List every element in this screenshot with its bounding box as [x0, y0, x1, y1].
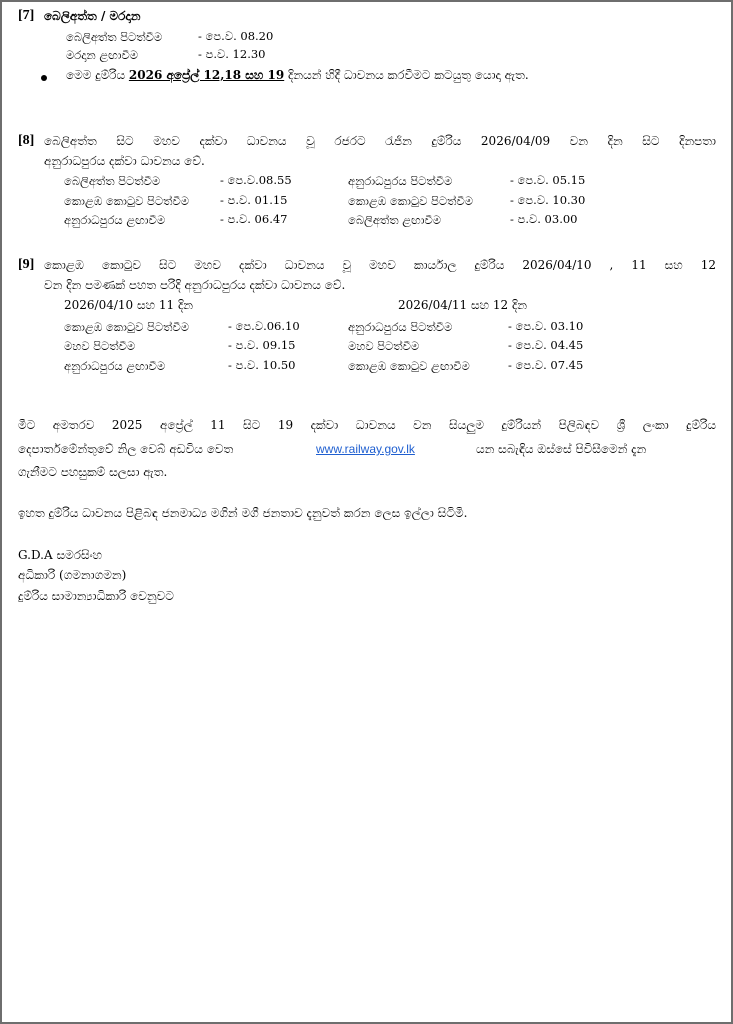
section-7-number: [7]	[18, 8, 35, 23]
s9-line1: කොළඹ කොටුව සිට මහව දක්වා ධාවනය වූ මහව කාර්යාල දුම්රිය 2026/04/10 , 11 සහ 12	[44, 258, 716, 272]
s8-right-label-2: කොළඹ කොටුව පිටත්වීම	[348, 194, 473, 208]
signatory-on-behalf: දුම්රිය සාමාන්‍යාධිකාරි වෙනුවට	[18, 589, 174, 603]
s9-right-label-3: කොළඹ කොටුව ළඟාවීම	[348, 359, 470, 373]
s9-left-heading: 2026/04/10 සහ 11 දින	[64, 298, 194, 312]
s8-left-time-1: - පෙ.ව.08.55	[220, 173, 292, 187]
s9-left-time-1: - පෙ.ව.06.10	[228, 319, 300, 333]
s8-right-time-3: - ප.ව. 03.00	[510, 212, 578, 226]
s7-row2-time: - ප.ව. 12.30	[198, 47, 266, 61]
s9-right-label-2: මහව පිටත්වීම	[348, 339, 420, 353]
s8-line1: බෙලිඅත්ත සිට මහව දක්වා ධාවනය වූ රජරට රැජින දුම්රිය 2026/04/09 වන දින සිට දිනපතා	[44, 134, 716, 148]
s9-left-label-2: මහව පිටත්වීම	[64, 339, 136, 353]
s7-note	[66, 68, 529, 83]
s9-right-time-3: - පෙ.ව. 07.45	[508, 358, 584, 372]
s8-right-time-2: - පෙ.ව. 10.30	[510, 193, 586, 207]
s7-row1-time: - පෙ.ව. 08.20	[198, 29, 274, 43]
s8-left-label-1: බෙලිඅත්ත පිටත්වීම	[64, 174, 161, 188]
para1-line2-pre: දෙපාර්තමේන්තුවේ නිල වෙබ් අඩවිය වෙත	[18, 442, 234, 456]
bullet-icon	[41, 75, 47, 81]
s8-left-time-3: - ප.ව. 06.47	[220, 212, 288, 226]
s9-left-time-3: - ප.ව. 10.50	[228, 358, 296, 372]
request-paragraph: ඉහත දුම්රිය ධාවනය පිළිබඳ ජනමාධ්‍ය මගින් මගී ජනතාව දැනුවත් කරන ලෙස ඉල්ලා සිටිමි.	[18, 506, 468, 520]
s7-note-pre: මෙම දුම්රිය	[66, 68, 129, 82]
section-8-number: [8]	[18, 133, 35, 148]
railway-website-link[interactable]: www.railway.gov.lk	[316, 442, 415, 456]
s7-row2-label: මරදාන ළඟාවීම	[66, 48, 139, 62]
s8-right-time-1: - පෙ.ව. 05.15	[510, 173, 586, 187]
section-9-number: [9]	[18, 257, 35, 272]
para1-line3: ගැනීමට පහසුකම් සලසා ඇත.	[18, 465, 168, 479]
s7-row1-label: බෙලිඅත්ත පිටත්වීම	[66, 30, 163, 44]
s9-left-time-2: - ප.ව. 09.15	[228, 338, 296, 352]
s9-line2: වන දින පමණක් පහත පරිදි අනුරාධපුරය දක්වා ධාවනය වේ.	[44, 278, 346, 292]
s9-left-label-3: අනුරාධපුරය ළඟාවීම	[64, 359, 166, 373]
s9-right-time-1: - පෙ.ව. 03.10	[508, 319, 584, 333]
para1-line1: මීට අමතරව 2025 අප්‍රේල් 11 සිට 19 දක්වා ධාවනය වන සියලුම දුම්රියන් පිලිබඳව ශ්‍රී ලංකා දුම්රිය	[18, 418, 716, 432]
s7-note-date: 2026 අප්‍රේල් 12,18 සහ 19	[128, 68, 285, 82]
s9-right-time-2: - පෙ.ව. 04.45	[508, 338, 584, 352]
s8-right-label-1: අනුරාධපුරය පිටත්වීම	[348, 174, 453, 188]
section-7-title: බෙලිඅත්ත / මරදාන	[44, 9, 141, 23]
s9-left-label-1: කොළඹ කොටුව පිටත්වීම	[64, 320, 189, 334]
s8-left-label-2: කොළඹ කොටුව පිටත්වීම	[64, 194, 189, 208]
s8-left-time-2: - ප.ව. 01.15	[220, 193, 288, 207]
signatory-title: අධිකාරි (ගමනාගමන)	[18, 568, 127, 582]
s8-left-label-3: අනුරාධපුරය ළඟාවීම	[64, 213, 166, 227]
s9-right-label-1: අනුරාධපුරය පිටත්වීම	[348, 320, 453, 334]
signatory-name: G.D.A සමරසිංහ	[18, 548, 103, 562]
s8-right-label-3: බෙලිඅත්ත ළඟාවීම	[348, 213, 442, 227]
s7-note-post: දිනයන් හිදී ධාවනය කරවීමට කටයුතු යොදා ඇත.	[284, 68, 529, 82]
s8-line2: අනුරාධපුරය දක්වා ධාවනය වේ.	[44, 154, 205, 168]
para1-line2-post: යන සබැඳිය ඔස්සේ පිවිසීමෙන් දැන	[476, 442, 647, 456]
s9-right-heading: 2026/04/11 සහ 12 දින	[398, 298, 528, 312]
